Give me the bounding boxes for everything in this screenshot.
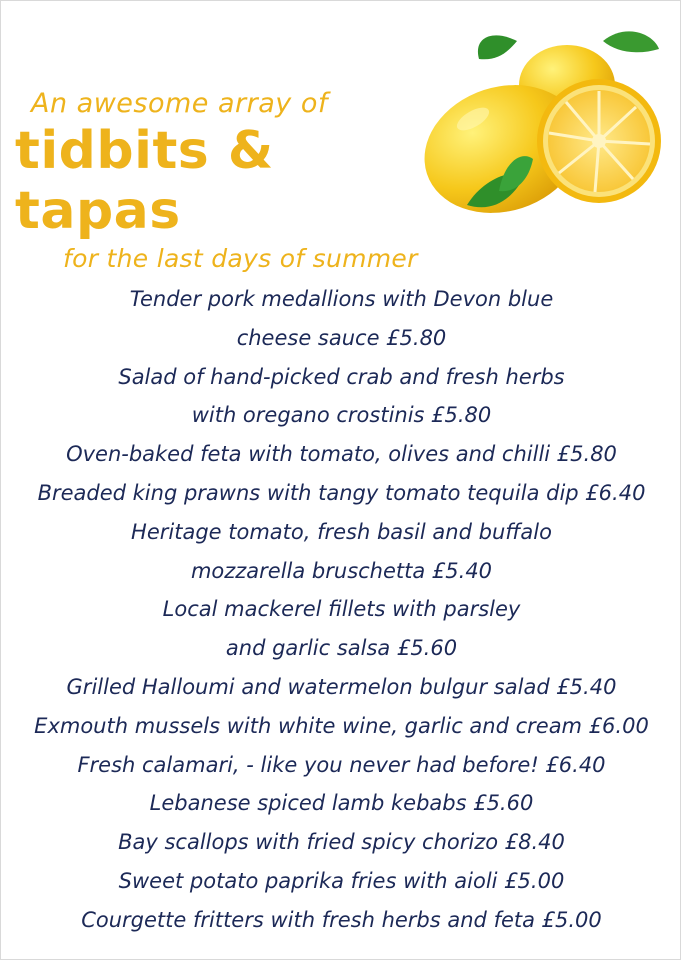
menu-line: Lebanese spiced lamb kebabs £5.60 <box>149 791 534 816</box>
heading <box>15 87 455 277</box>
menu-line: Tender pork medallions with Devon blue <box>129 287 554 311</box>
menu-line: Heritage tomato, fresh basil and buffalo <box>131 519 552 544</box>
menu-line: mozzarella bruschetta £5.40 <box>190 558 493 583</box>
lemon-icon <box>413 19 665 229</box>
menu-line: Sweet potato paprika fries with aioli £5.00 <box>118 868 565 893</box>
menu-line: Fresh calamari, - like you never had before! £6.40 <box>77 752 606 777</box>
menu-line: Salad of hand-picked crab and fresh herbs <box>118 364 565 389</box>
menu-line: Courgette fritters with fresh herbs and feta £5.00 <box>81 907 602 932</box>
heading-intro: An awesome array of <box>31 88 328 119</box>
menu-line: and garlic salsa £5.60 <box>225 636 458 661</box>
heading-title: tidbits & tapas <box>15 121 274 241</box>
heading-subtitle: for the last days of summer <box>63 244 418 273</box>
menu-line: Local mackerel fillets with parsley <box>162 597 521 622</box>
menu-line: cheese sauce £5.80 <box>236 325 447 350</box>
menu-list <box>1 280 681 940</box>
menu-line: with oregano crostinis £5.80 <box>191 403 492 428</box>
menu-line: Exmouth mussels with white wine, garlic and cream £6.00 <box>34 713 649 738</box>
menu-line: Oven-baked feta with tomato, olives and chilli £5.80 <box>66 442 617 467</box>
menu-line: Bay scallops with fried spicy chorizo £8.40 <box>118 830 565 855</box>
menu-line: Breaded king prawns with tangy tomato tequila dip £6.40 <box>37 480 646 505</box>
menu-line: Grilled Halloumi and watermelon bulgur salad £5.40 <box>66 674 617 699</box>
